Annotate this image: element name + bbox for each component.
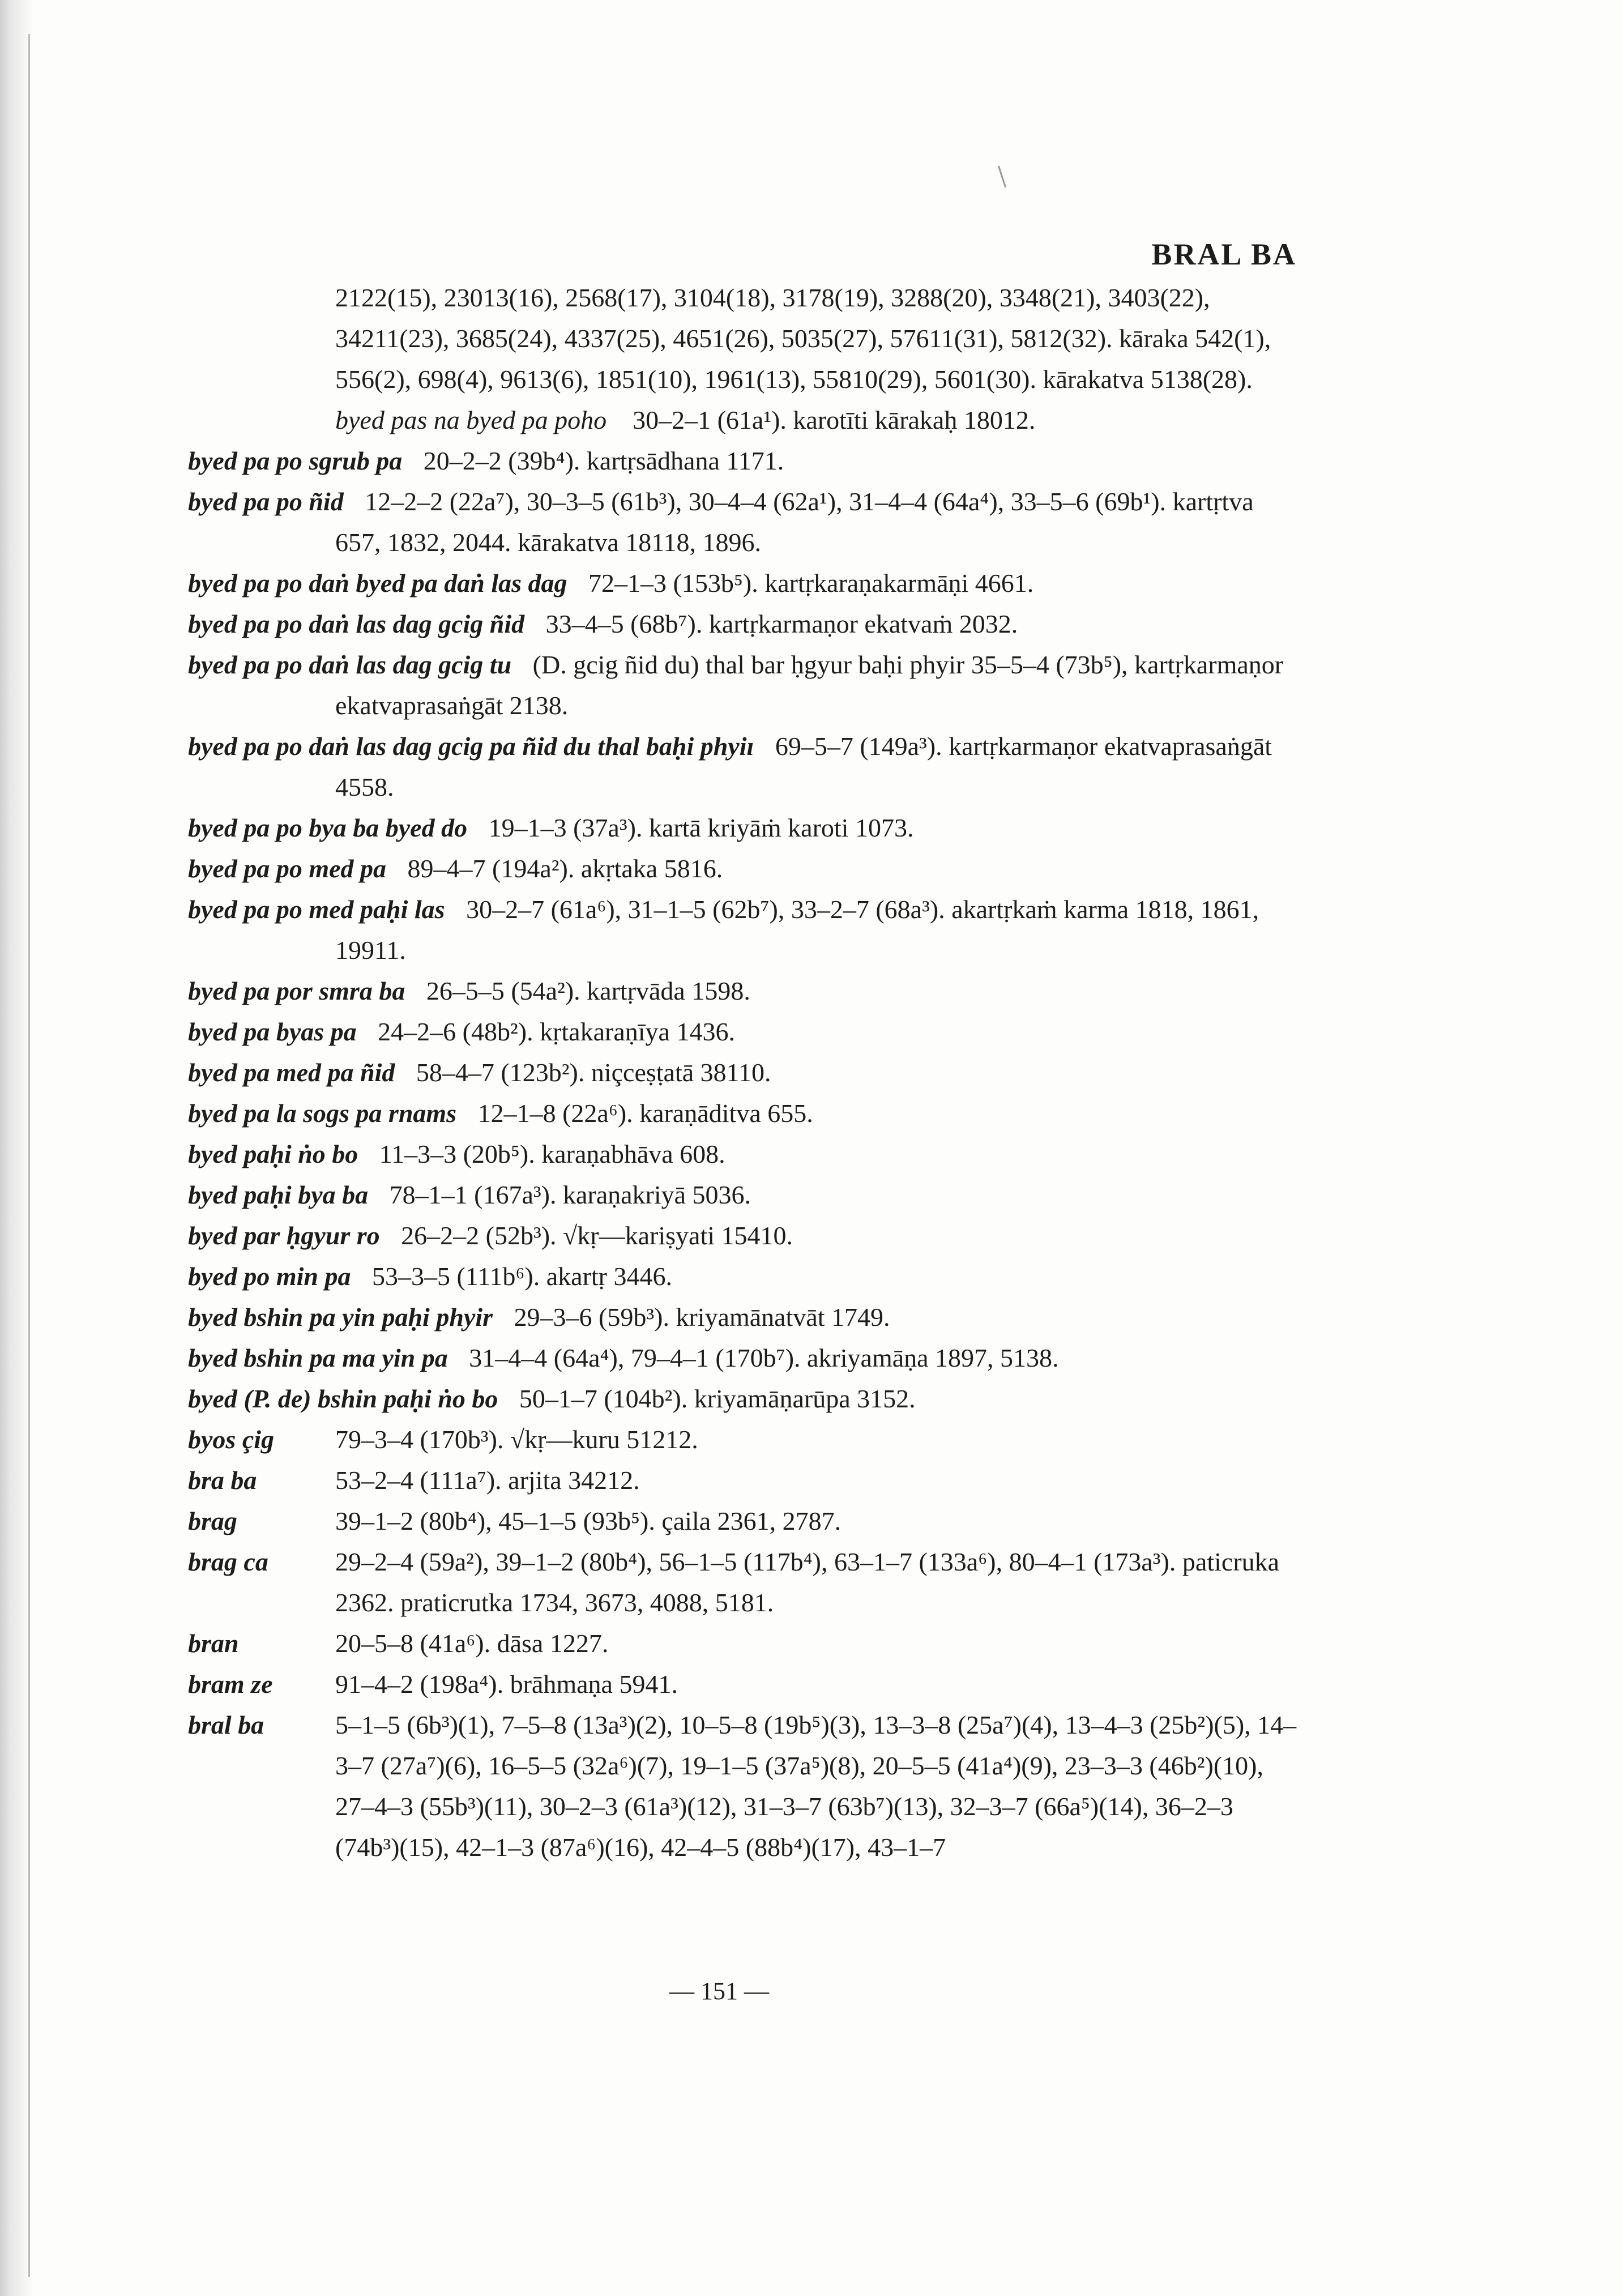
entry-body: 50–1–7 (104b²). kriyamāṇarūpa 3152. xyxy=(519,1384,916,1413)
entry-headword: byed par ḥgyur ro xyxy=(188,1221,380,1250)
entry-body: 79–3–4 (170b³). √kṛ—kuru 51212. xyxy=(335,1425,698,1454)
entry-headword: byed pa po daṅ byed pa daṅ las dag xyxy=(188,569,567,598)
list-item xyxy=(188,1052,1298,1093)
list-item xyxy=(188,1256,1298,1297)
entry-headword: byed pa por smra ba xyxy=(188,976,405,1005)
scan-binding-line xyxy=(28,34,30,2277)
entry-headword: byed bshin pa yin paḥi phyir xyxy=(188,1303,493,1331)
list-item xyxy=(188,1664,1298,1705)
entry-body: 24–2–6 (48b²). kṛtakaraṇīya 1436. xyxy=(378,1017,735,1046)
entry-headword: bra ba xyxy=(188,1466,257,1495)
page-number: — 151 — xyxy=(669,1977,769,2005)
entry-headword: byed pa po daṅ las dag gcig tu xyxy=(188,650,512,679)
list-item xyxy=(188,1134,1298,1175)
entry-headword: byed pa byas pa xyxy=(188,1017,357,1046)
list-item xyxy=(188,1705,1298,1868)
entry-body: 78–1–1 (167a³). karaṇakriyā 5036. xyxy=(389,1180,751,1209)
entry-body: 20–5–8 (41a⁶). dāsa 1227. xyxy=(335,1629,609,1658)
entry-headword: bram ze xyxy=(188,1670,273,1698)
entry-headword: byed pa po med paḥi las xyxy=(188,895,445,924)
entry-body: 72–1–3 (153b⁵). kartṛkaraṇakarmāṇi 4661. xyxy=(588,569,1034,598)
entry-body: 19–1–3 (37a³). kartā kriyāṁ karoti 1073. xyxy=(488,813,914,842)
list-item xyxy=(188,1542,1298,1623)
entry-headword: byed pa po sgrub pa xyxy=(188,446,403,475)
entry-body: 26–2–2 (52b³). √kṛ—kariṣyati 15410. xyxy=(401,1221,793,1250)
entry-body: 29–2–4 (59a²), 39–1–2 (80b⁴), 56–1–5 (117b⁴), 63–1–7 (133a⁶), 80–4–1 (173a³). paticruka 2362. praticrutka 1734, 3673, 4088, 5181. xyxy=(335,1547,1280,1617)
entry-headword: byed pa med pa ñid xyxy=(188,1058,395,1087)
entry-headword: byed paḥi bya ba xyxy=(188,1180,369,1209)
entry-body: 29–3–6 (59b³). kriyamānatvāt 1749. xyxy=(514,1303,890,1331)
entry-body: 20–2–2 (39b⁴). kartṛsādhana 1171. xyxy=(423,446,784,475)
list-item xyxy=(188,1175,1298,1215)
list-item xyxy=(188,848,1298,889)
entry-body: 12–1–8 (22a⁶). karaṇāditva 655. xyxy=(477,1099,813,1128)
entry-headword: byed pa po ñid xyxy=(188,487,344,516)
list-item xyxy=(188,481,1298,563)
dictionary-column xyxy=(188,278,1298,1868)
list-item xyxy=(188,726,1298,808)
entry-headword: brag xyxy=(188,1507,237,1535)
entry-body: (D. gcig ñid du) thal bar ḥgyur baḥi phyir 35–5–4 (73b⁵), kartṛkarmaṇor ekatvaprasaṅgāt 2138. xyxy=(335,650,1284,720)
list-item xyxy=(188,604,1298,645)
entry-headword: brag ca xyxy=(188,1547,268,1576)
list-item xyxy=(188,1419,1298,1460)
entry-body: 39–1–2 (80b⁴), 45–1–5 (93b⁵). çaila 2361, 2787. xyxy=(335,1507,842,1535)
entry-headword: bral ba xyxy=(188,1710,264,1739)
entry-headword: byed po min pa xyxy=(188,1262,351,1291)
entry-headword: bran xyxy=(188,1629,239,1658)
continuation-text: 2122(15), 23013(16), 2568(17), 3104(18), 3178(19), 3288(20), 3348(21), 3403(22), 34211(23), 3685(24), 4337(25), 4651(26), 5035(27), 57611(31), 5812(32). kāraka 542(1), 556(2), 698(4), 9613(6), 1851(10), 1961(13), 55810(29), 5601(30). kārakatva 5138(28). xyxy=(335,283,1271,394)
entry-body: 33–4–5 (68b⁷). kartṛkarmaṇor ekatvaṁ 2032. xyxy=(545,609,1018,638)
entry-body: 91–4–2 (198a⁴). brāhmaṇa 5941. xyxy=(335,1670,678,1698)
list-item xyxy=(188,1012,1298,1052)
entry-body: 58–4–7 (123b²). niçceṣṭatā 38110. xyxy=(416,1058,771,1087)
list-item xyxy=(188,889,1298,971)
entry-headword: byed (P. de) bshin paḥi ṅo bo xyxy=(188,1384,498,1413)
entry-headword: byed pas na byed pa poho xyxy=(335,406,607,434)
entry-body: 89–4–7 (194a²). akṛtaka 5816. xyxy=(407,854,723,883)
entry-headword: byed paḥi ṅo bo xyxy=(188,1140,358,1168)
entry-body: 53–2–4 (111a⁷). arjita 34212. xyxy=(335,1466,640,1495)
list-item xyxy=(188,1460,1298,1501)
entry-body: 69–5–7 (149a³). kartṛkarmaṇor ekatvaprasaṅgāt 4558. xyxy=(335,732,1272,801)
list-item xyxy=(188,808,1298,848)
running-head: BRAL BA xyxy=(1151,237,1297,271)
list-item xyxy=(188,1215,1298,1256)
list-item xyxy=(188,645,1298,726)
entry-body: 5–1–5 (6b³)(1), 7–5–8 (13a³)(2), 10–5–8 (19b⁵)(3), 13–3–8 (25a⁷)(4), 13–4–3 (25b²)(5), 14–3–7 (27a⁷)(6), 16–5–5 (32a⁶)(7), 19–1–5 (37a⁵)(8), 20–5–5 (41a⁴)(9), 23–3–3 (46b²)(10), 27–4–3 (55b³)(11), 30–2–3 (61a³)(12), 31–3–7 (63b⁷)(13), 32–3–7 (66a⁵)(14), 36–2–3 (74b³)(15), 42–1–3 (87a⁶)(16), 42–4–5 (88b⁴)(17), 43–1–7 xyxy=(335,1710,1297,1862)
entry-headword: byed pa po daṅ las dag gcig ñid xyxy=(188,609,525,638)
list-item xyxy=(188,971,1298,1012)
entry-body: 31–4–4 (64a⁴), 79–4–1 (170b⁷). akriyamāṇa 1897, 5138. xyxy=(469,1343,1059,1372)
entry-body: 26–5–5 (54a²). kartṛvāda 1598. xyxy=(426,976,750,1005)
entry-headword: byed pa la sogs pa rnams xyxy=(188,1099,457,1128)
list-item xyxy=(188,400,1298,441)
entry-headword: byed pa po daṅ las dag gcig pa ñid du thal baḥi phyiı xyxy=(188,732,754,761)
entry-headword: byed pa po med pa xyxy=(188,854,387,883)
list-item xyxy=(188,1623,1298,1664)
list-item xyxy=(188,1093,1298,1134)
ink-speck xyxy=(998,166,1006,188)
list-item xyxy=(188,1297,1298,1338)
list-item xyxy=(188,1501,1298,1542)
list-item xyxy=(188,1338,1298,1379)
list-item xyxy=(188,1379,1298,1419)
entry-body: 30–2–7 (61a⁶), 31–1–5 (62b⁷), 33–2–7 (68a³). akartṛkaṁ karma 1818, 1861, 19911. xyxy=(335,895,1259,965)
entry-headword: byos çig xyxy=(188,1425,275,1454)
entry-headword: byed pa po bya ba byed do xyxy=(188,813,468,842)
entry-body: 12–2–2 (22a⁷), 30–3–5 (61b³), 30–4–4 (62a¹), 31–4–4 (64a⁴), 33–5–6 (69b¹). kartṛtva 657, 1832, 2044. kārakatva 18118, 1896. xyxy=(335,487,1254,557)
entry-body: 11–3–3 (20b⁵). karaṇabhāva 608. xyxy=(379,1140,725,1168)
entry-headword: byed bshin pa ma yin pa xyxy=(188,1343,448,1372)
list-item xyxy=(188,441,1298,481)
entry-body: 53–3–5 (111b⁶). akartṛ 3446. xyxy=(371,1262,672,1291)
list-item xyxy=(188,563,1298,604)
entry-body: 30–2–1 (61a¹). karotīti kārakaḥ 18012. xyxy=(633,406,1036,434)
